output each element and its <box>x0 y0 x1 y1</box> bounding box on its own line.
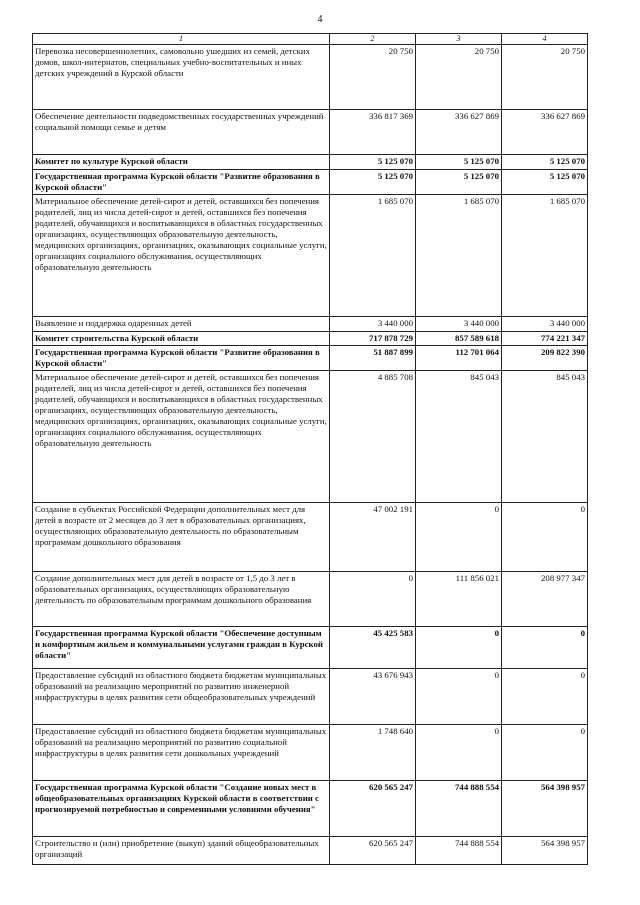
table-row <box>33 170 588 195</box>
row-value-col2: 1 748 640 <box>330 725 416 781</box>
row-name-cell: Материальное обеспечение детей-сирот и детей, оставшихся без попечения родителей, лиц из числа детей-сирот и детей, оставшихся без попечения родителей, обучающихся и воспитывающихся в областных государственных организациях, осуществляющих образовательную деятельность, медицинских организациях, организациях, оказывающих социальные услуги, организациях социального обслуживания, осуществляющих образовательную деятельность <box>33 371 330 503</box>
row-value-col4: 0 <box>502 503 588 572</box>
table-row <box>33 317 588 332</box>
row-name-cell: Выявление и поддержка одаренных детей <box>33 317 330 332</box>
row-name-cell: Обеспечение деятельности подведомственных государственных учреждений социальной помощи семье и детям <box>33 110 330 155</box>
table-row <box>33 346 588 371</box>
row-value-col3: 857 589 618 <box>416 332 502 346</box>
row-name-cell: Государственная программа Курской области "Создание новых мест в общеобразовательных организациях Курской области в соответствии с прогнозируемой потребностью и современными условиями обучения" <box>33 781 330 837</box>
row-name-cell: Строительство и (или) приобретение (выкуп) зданий общеобразовательных организаций <box>33 837 330 865</box>
table-row <box>33 669 588 725</box>
row-value-col4: 564 398 957 <box>502 781 588 837</box>
row-value-col3: 0 <box>416 669 502 725</box>
row-value-col2: 43 676 943 <box>330 669 416 725</box>
row-name-cell: Комитет по культуре Курской области <box>33 155 330 170</box>
row-value-col2: 620 565 247 <box>330 781 416 837</box>
table-row <box>33 371 588 503</box>
row-value-col3: 111 856 021 <box>416 572 502 627</box>
row-value-col4: 5 125 070 <box>502 170 588 195</box>
row-value-col2: 717 878 729 <box>330 332 416 346</box>
row-value-col3: 5 125 070 <box>416 170 502 195</box>
row-value-col2: 336 817 369 <box>330 110 416 155</box>
row-name-cell: Перевозка несовершеннолетних, самовольно ушедших из семей, детских домов, школ-интернатов, специальных учебно-воспитательных и иных детских учреждений в Курской области <box>33 45 330 110</box>
row-value-col2: 45 425 583 <box>330 627 416 669</box>
row-value-col2: 620 565 247 <box>330 837 416 865</box>
row-name-cell: Государственная программа Курской области "Обеспечение доступным и комфортным жильем и коммунальными услугами граждан в Курской области" <box>33 627 330 669</box>
row-value-col2: 5 125 070 <box>330 155 416 170</box>
row-name-cell: Комитет строительства Курской области <box>33 332 330 346</box>
table-row <box>33 837 588 865</box>
table-row <box>33 725 588 781</box>
row-value-col4: 0 <box>502 669 588 725</box>
row-value-col3: 0 <box>416 627 502 669</box>
row-name-cell: Государственная программа Курской области "Развитие образования в Курской области" <box>33 346 330 371</box>
row-value-col2: 51 887 899 <box>330 346 416 371</box>
row-name-cell: Создание в субъектах Российской Федерации дополнительных мест для детей в возрасте от 2 месяцев до 3 лет в образовательных организациях, осуществляющих образовательную деятельность по образовательным программам дошкольного образования <box>33 503 330 572</box>
row-value-col4: 1 685 070 <box>502 195 588 317</box>
row-value-col3: 112 701 064 <box>416 346 502 371</box>
row-value-col4: 0 <box>502 725 588 781</box>
table-row <box>33 195 588 317</box>
row-value-col2: 3 440 000 <box>330 317 416 332</box>
row-name-cell: Материальное обеспечение детей-сирот и детей, оставшихся без попечения родителей, лиц из числа детей-сирот и детей, оставшихся без попечения родителей, обучающихся и воспитывающихся в областных государственных организациях, осуществляющих образовательную деятельность, медицинских организациях, организациях, оказывающих социальные услуги, организациях социального обслуживания, осуществляющих образовательную деятельность <box>33 195 330 317</box>
header-cell-1: 1 <box>33 34 330 45</box>
page-number: 4 <box>317 14 323 25</box>
row-value-col3: 336 627 869 <box>416 110 502 155</box>
table-row <box>33 627 588 669</box>
row-value-col4: 845 043 <box>502 371 588 503</box>
row-value-col2: 0 <box>330 572 416 627</box>
row-value-col2: 47 002 191 <box>330 503 416 572</box>
table-row <box>33 155 588 170</box>
header-row <box>33 34 588 45</box>
budget-table <box>32 33 588 865</box>
row-value-col4: 564 398 957 <box>502 837 588 865</box>
table-row <box>33 572 588 627</box>
row-value-col3: 3 440 000 <box>416 317 502 332</box>
row-value-col4: 5 125 070 <box>502 155 588 170</box>
row-value-col4: 20 750 <box>502 45 588 110</box>
row-name-cell: Создание дополнительных мест для детей в возрасте от 1,5 до 3 лет в образовательных организациях, осуществляющих образовательную деятельность по образовательным программам дошкольного образования <box>33 572 330 627</box>
table-row <box>33 781 588 837</box>
row-value-col3: 5 125 070 <box>416 155 502 170</box>
table-row <box>33 503 588 572</box>
row-name-cell: Государственная программа Курской области "Развитие образования в Курской области" <box>33 170 330 195</box>
row-value-col3: 0 <box>416 725 502 781</box>
row-value-col3: 744 888 554 <box>416 837 502 865</box>
row-value-col3: 744 888 554 <box>416 781 502 837</box>
row-value-col2: 20 750 <box>330 45 416 110</box>
row-value-col3: 1 685 070 <box>416 195 502 317</box>
row-value-col4: 3 440 000 <box>502 317 588 332</box>
row-name-cell: Предоставление субсидий из областного бюджета бюджетам муниципальных образований на реализацию мероприятий по развитию социальной инфраструктуры в целях развития сети дошкольных учреждений <box>33 725 330 781</box>
row-value-col3: 0 <box>416 503 502 572</box>
row-value-col3: 20 750 <box>416 45 502 110</box>
row-value-col3: 845 043 <box>416 371 502 503</box>
row-value-col2: 4 885 708 <box>330 371 416 503</box>
row-value-col4: 336 627 869 <box>502 110 588 155</box>
row-value-col2: 1 685 070 <box>330 195 416 317</box>
header-cell-4: 4 <box>502 34 588 45</box>
header-cell-2: 2 <box>330 34 416 45</box>
table-row <box>33 110 588 155</box>
row-value-col4: 774 221 347 <box>502 332 588 346</box>
row-value-col4: 0 <box>502 627 588 669</box>
row-value-col2: 5 125 070 <box>330 170 416 195</box>
row-value-col4: 208 977 347 <box>502 572 588 627</box>
header-cell-3: 3 <box>416 34 502 45</box>
row-value-col4: 209 822 390 <box>502 346 588 371</box>
table-row <box>33 332 588 346</box>
row-name-cell: Предоставление субсидий из областного бюджета бюджетам муниципальных образований на реализацию мероприятий по развитию инженерной инфраструктуры в целях развития сети общеобразовательных учреждений <box>33 669 330 725</box>
table-row <box>33 45 588 110</box>
